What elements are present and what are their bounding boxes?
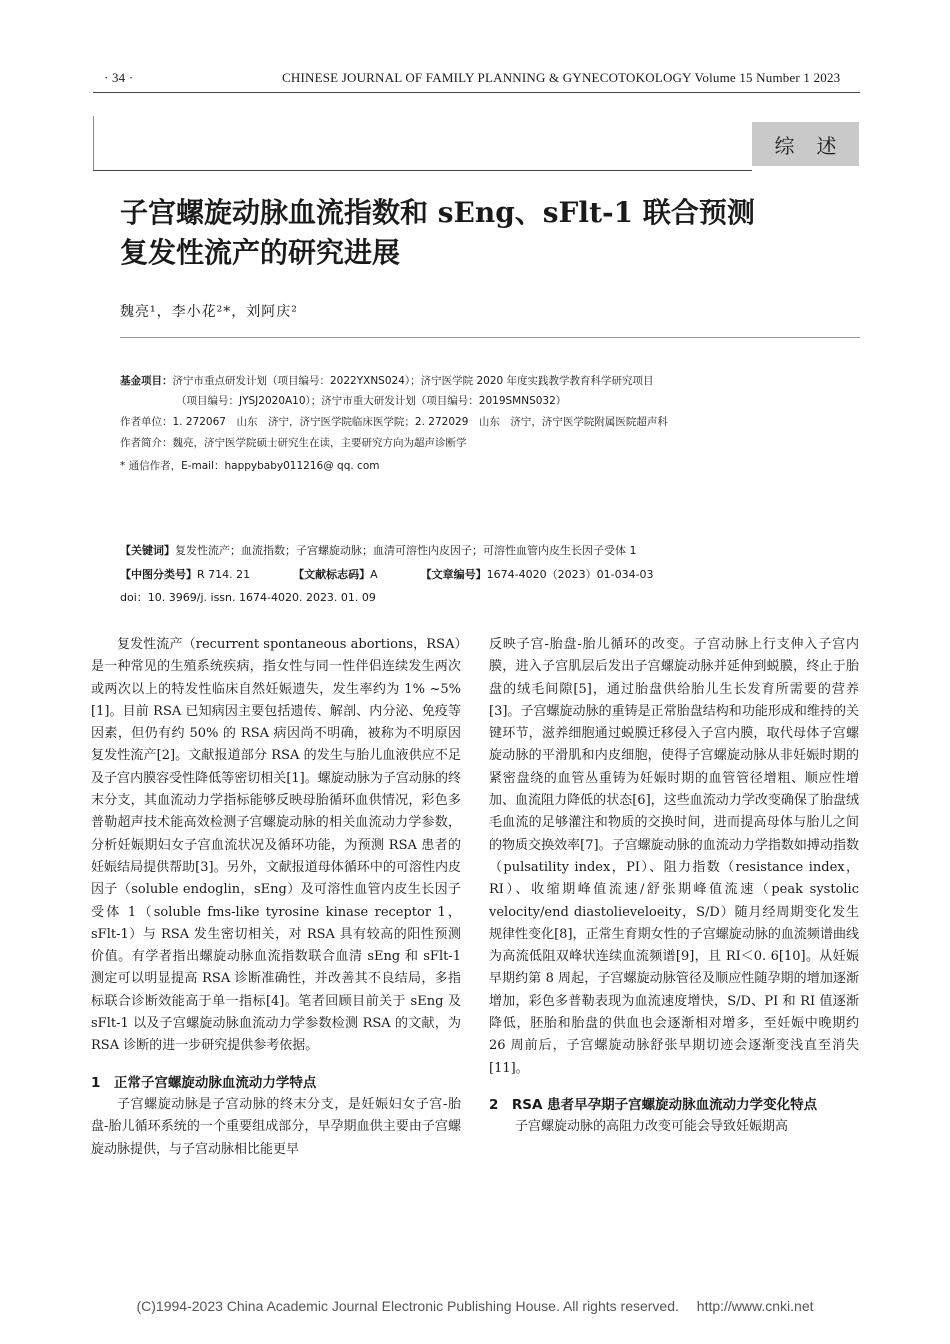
classification-line — [120, 564, 860, 585]
section-1-heading: 1 正常子宫螺旋动脉血流动力学特点 — [91, 1074, 317, 1091]
copyright-footer: (C)1994-2023 China Academic Journal Electronic Publishing House. All rights reserved. http://www.cnki.net — [136, 1298, 814, 1314]
author-unit: 作者单位：1. 272067 山东 济宁，济宁医学院临床医学院；2. 272029 山东 济宁，济宁医学院附属医院超声科 — [120, 416, 668, 428]
left-bar — [93, 116, 94, 170]
cls-value: R 714. 21 — [197, 568, 251, 581]
keywords-label: 【关键词】 — [120, 544, 175, 557]
doi: doi：10. 3969/j. issn. 1674-4020. 2023. 01. 09 — [120, 591, 376, 604]
right-column — [489, 634, 859, 1139]
right-paragraph-1: 反映子宫-胎盘-胎儿循环的改变。子宫动脉上行支伸入子宫内膜，进入子宫肌层后发出子宫螺旋动脉并延伸到蜕膜，终止于胎盘的绒毛间隙[5]，通过胎盘供给胎儿生长发育所需要的营养[3]。子宫螺旋动脉的重铸是正常胎盘结构和功能形成和维持的关键环节，滋养细胞通过蜕膜迁移侵入子宫内膜，取代母体子宫螺旋动脉的平滑肌和内皮细胞，使得子宫螺旋动脉从非妊娠时期的紧密盘绕的血管丛重铸为妊娠时期的血管管径增粗、顺应性增加、血流阻力降低的状态[6]，这些血流动力学改变确保了胎盘绒毛血流的足够灌注和物质的交换时间，进而提高母体与胎儿之间的物质交换效率[7]。子宫螺旋动脉的血流动力学指数如搏动指数（pulsatility index，PI）、阻力指数（resistance index，RI）、收缩期峰值流速/舒张期峰值流速（peak systolic velocity/end diastolieveloeity，S/D）随月经周期变化发生规律性变化[8]，正常生育期女性的子宫螺旋动脉的血流频谱曲线为高流低阻双峰状连续血流频谱[9]，且 RI＜0. 6[10]。从妊娠早期约第 8 周起，子宫螺旋动脉管径及顺应性随孕期的增加逐渐增加，彩色多普勒表现为血流速度增快，S/D、PI 和 RI 值逐渐降低，胚胎和胎盘的供血也会逐渐相对增多，至妊娠中晚期约 26 周前后，子宫螺旋动脉舒张早期切迹会逐渐变浅直至消失[11]。 — [489, 637, 859, 1076]
cls-label: 【中图分类号】 — [120, 568, 197, 581]
authors-rule — [120, 337, 860, 338]
fund-line-2: （项目编号：JYSJ2020A10）；济宁市重大研发计划（项目编号：2019SMNS032） — [176, 395, 567, 407]
fund-line-1 — [120, 372, 860, 392]
authors: 魏亮¹，李小花²*，刘阿庆² — [120, 304, 298, 320]
author-intro: 作者简介：魏亮，济宁医学院硕士研究生在读，主要研究方向为超声诊断学 — [120, 437, 467, 449]
article-label: 【文章编号】 — [420, 568, 487, 581]
right-paragraph-2: 子宫螺旋动脉的高阻力改变可能会导致妊娠期高 — [515, 1119, 789, 1135]
title-line-1: 子宫螺旋动脉血流指数和 sEng、sFlt-1 联合预测 — [120, 196, 755, 229]
code-label: 【文献标志码】 — [293, 568, 371, 581]
section-badge: 综述 — [752, 122, 859, 166]
title-line-2: 复发性流产的研究进展 — [120, 236, 401, 269]
journal-header: CHINESE JOURNAL OF FAMILY PLANNING & GYNECOTOKOLOGY Volume 15 Number 1 2023 — [282, 70, 841, 85]
left-paragraph-2: 子宫螺旋动脉是子宫动脉的终末分支，是妊娠妇女子宫-胎盘-胎儿循环系统的一个重要组成部分，早孕期血供主要由子宫螺旋动脉提供，与子宫动脉相比能更早 — [91, 1096, 461, 1157]
keywords — [120, 540, 860, 561]
corresponding-author: * 通信作者，E-mail：happybaby011216@ qq. com — [120, 460, 380, 472]
code-value: A — [370, 568, 378, 581]
page-number: · 34 · — [104, 70, 134, 85]
keywords-text: 复发性流产；血流指数；子宫螺旋动脉；血清可溶性内皮因子；可溶性血管内皮生长因子受体 1 — [175, 544, 637, 557]
fund-label: 基金项目： — [120, 375, 173, 387]
article-value: 1674-4020（2023）01-034-03 — [486, 568, 654, 581]
left-paragraph-1: 复发性流产（recurrent spontaneous abortions，RSA）是一种常见的生殖系统疾病，指女性与同一性伴侣连续发生两次或两次以上的特发性临床自然妊娠遗失，发生率约为 1% ~5%[1]。目前 RSA 已知病因主要包括遗传、解剖、内分泌、免疫等因素，但仍有约 50% 的 RSA 病因尚不明确，被称为不明原因复发性流产[2]。文献报道部分 RSA 的发生与胎儿血液供应不足及子宫内膜容受性降低等密切相关[1]。螺旋动脉为子宫动脉的终末分支，其血流动力学指标能够反映母胎循环血供情况，彩色多普勒超声技术能高效检测子宫螺旋动脉的相关血流动力学参数，分析妊娠期妇女子宫血流状况及循环功能，为预测 RSA 患者的妊娠结局提供帮助[3]。另外，文献报道母体循环中的可溶性内皮因子（soluble endoglin，sEng）及可溶性血管内皮生长因子受体 1（soluble fms-like tyrosine kinase receptor 1，sFlt-1）与 RSA 发生密切相关，对 RSA 具有较高的阳性预测价值。有学者指出螺旋动脉血流指数联合血清 sEng 和 sFlt-1 测定可以明显提高 RSA 诊断准确性，并改善其不良结局，多指标联合诊断效能高于单一指标[4]。笔者回顾目前关于 sEng 及 sFlt-1 以及子宫螺旋动脉血流动力学参数检测 RSA 的文献，为 RSA 诊断的进一步研究提供参考依据。 — [91, 637, 461, 1054]
section-2-heading: 2 RSA 患者早孕期子宫螺旋动脉血流动力学变化特点 — [489, 1096, 818, 1113]
fund-text: 济宁市重点研发计划（项目编号：2022YXNS024）；济宁医学院 2020 年度实践教学教育科学研究项目 — [172, 375, 654, 387]
title-rule — [93, 170, 752, 171]
left-column — [91, 634, 461, 1161]
header-rule — [93, 92, 860, 93]
